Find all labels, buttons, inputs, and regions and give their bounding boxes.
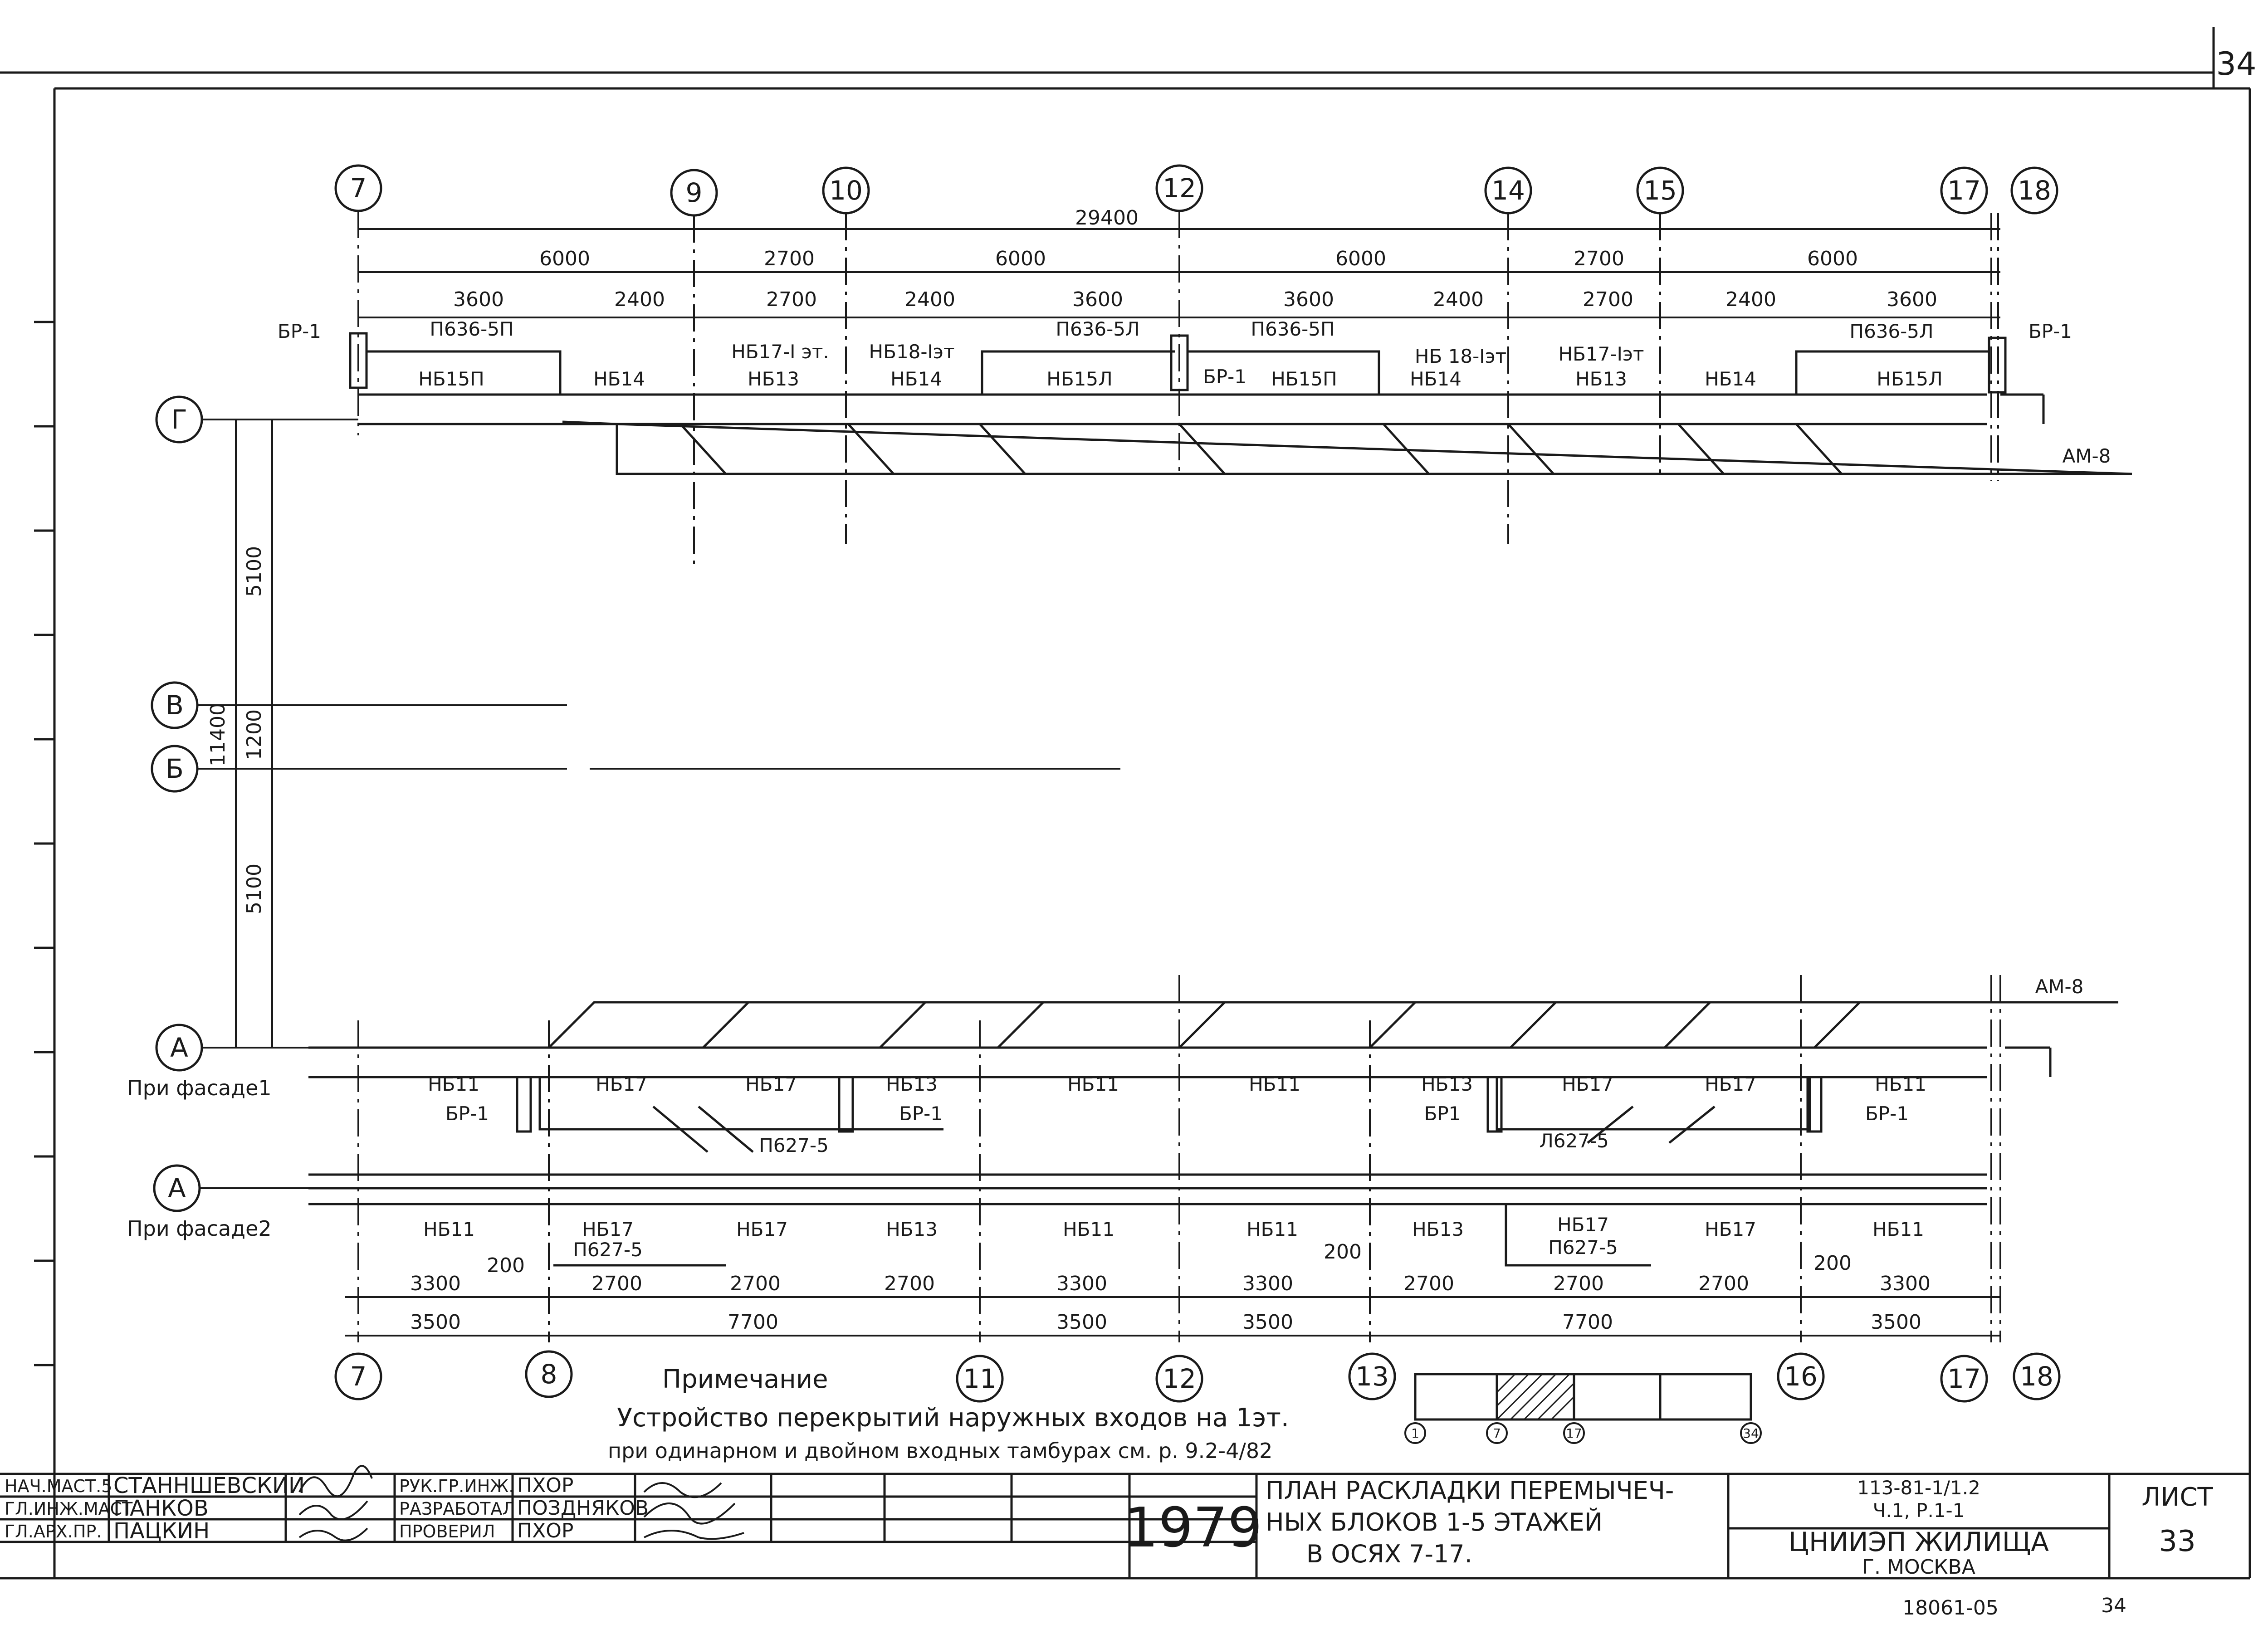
svg-text:БР-1: БР-1 [1202,366,1247,388]
svg-text:РУК.ГР.ИНЖ.: РУК.ГР.ИНЖ. [399,1476,514,1496]
svg-text:Г. МОСКВА: Г. МОСКВА [1862,1556,1975,1579]
svg-text:НБ15П: НБ15П [418,368,484,390]
svg-text:34: 34 [1743,1426,1759,1441]
note-line1: Устройство перекрытий наружных входов на 1эт. [617,1403,1289,1433]
svg-text:7: 7 [350,173,367,204]
svg-text:3500: 3500 [1871,1311,1921,1334]
svg-text:П627-5: П627-5 [1548,1236,1618,1258]
top-axis-bubbles [336,166,2057,215]
svg-text:НБ17: НБ17 [582,1218,634,1240]
svg-text:П627-5: П627-5 [573,1239,643,1261]
svg-text:НБ14: НБ14 [1410,368,1461,390]
svg-text:Ч.1, Р.1-1: Ч.1, Р.1-1 [1872,1499,1965,1522]
sheet-frame [0,27,2250,1578]
svg-text:2700: 2700 [1698,1272,1749,1295]
svg-text:БР-1: БР-1 [1865,1102,1909,1125]
svg-text:БР-1: БР-1 [445,1102,489,1125]
svg-text:НБ13: НБ13 [1421,1073,1473,1095]
svg-text:НБ14: НБ14 [1705,368,1756,390]
svg-text:НБ11: НБ11 [423,1218,475,1240]
bottom-axis-bubbles [336,1351,2059,1401]
svg-text:2700: 2700 [1574,247,1624,270]
svg-text:ЦНИИЭП ЖИЛИЩА: ЦНИИЭП ЖИЛИЩА [1789,1527,2049,1557]
svg-text:НБ11: НБ11 [1872,1218,1924,1240]
svg-text:НЫХ БЛОКОВ 1-5 ЭТАЖЕЙ: НЫХ БЛОКОВ 1-5 ЭТАЖЕЙ [1266,1508,1603,1536]
top-marker-am8: АМ-8 [2062,445,2111,467]
svg-text:12: 12 [1163,1363,1196,1394]
svg-text:8: 8 [540,1359,557,1390]
axis-g: Г [171,404,187,435]
svg-text:СТАННШЕВСКИЙ: СТАННШЕВСКИЙ [113,1473,305,1498]
svg-text:18061-05: 18061-05 [1902,1596,1999,1619]
svg-text:3600: 3600 [1283,288,1334,311]
bottom-plan [308,975,2118,1401]
svg-text:НБ14: НБ14 [890,368,942,390]
svg-text:5100: 5100 [243,863,266,914]
svg-text:2400: 2400 [904,288,955,311]
svg-text:17: 17 [1566,1426,1582,1441]
svg-text:НБ18-Iэт: НБ18-Iэт [869,341,955,363]
tb-year: 1979 [1124,1497,1262,1560]
svg-text:17: 17 [1947,1363,1981,1394]
top-plan [278,166,2132,567]
note-line2: при одинарном и двойном входных тамбурах см. р. 9.2-4/82 [608,1439,1273,1463]
svg-text:НБ11: НБ11 [1067,1073,1119,1095]
svg-text:БР-1: БР-1 [2028,320,2072,342]
top-labels-lower [418,368,1942,390]
svg-text:6000: 6000 [539,247,590,270]
svg-text:113-81-1/1.2: 113-81-1/1.2 [1857,1477,1980,1499]
top-wall [350,333,2132,474]
svg-text:2700: 2700 [766,288,817,311]
svg-text:3600: 3600 [1072,288,1123,311]
svg-text:П636-5Л: П636-5Л [1056,318,1140,340]
svg-text:П636-5П: П636-5П [430,318,514,340]
svg-text:2700: 2700 [591,1272,642,1295]
svg-text:НБ17: НБ17 [1705,1218,1756,1240]
svg-text:ПАНКОВ: ПАНКОВ [113,1496,209,1521]
svg-text:3600: 3600 [453,288,504,311]
axis-a2: А [168,1173,186,1204]
svg-text:ПАЦКИН: ПАЦКИН [113,1518,210,1544]
axis-b: Б [166,753,184,784]
svg-text:В ОСЯХ 7-17.: В ОСЯХ 7-17. [1306,1540,1472,1568]
svg-text:НАЧ.МАСТ.5: НАЧ.МАСТ.5 [5,1476,112,1496]
svg-text:НБ17: НБ17 [1562,1073,1613,1095]
svg-text:БР-1: БР-1 [899,1102,943,1125]
svg-text:6000: 6000 [995,247,1046,270]
svg-text:НБ11: НБ11 [428,1073,479,1095]
bottom-marker-am8: АМ-8 [2035,976,2084,998]
svg-text:7: 7 [350,1361,367,1392]
svg-text:3600: 3600 [1887,288,1937,311]
svg-text:НБ15Л: НБ15Л [1046,368,1113,390]
svg-text:2400: 2400 [614,288,665,311]
svg-text:15: 15 [1643,175,1677,206]
svg-text:11: 11 [963,1363,997,1394]
svg-text:НБ17: НБ17 [596,1073,647,1095]
svg-text:9: 9 [685,177,703,208]
svg-text:П627-5: П627-5 [759,1134,829,1156]
top-dims-row2 [453,288,1937,311]
svg-text:16: 16 [1784,1361,1818,1392]
svg-text:3300: 3300 [410,1272,461,1295]
svg-text:НБ17: НБ17 [1705,1073,1756,1095]
left-ticks [34,322,54,1365]
svg-text:НБ13: НБ13 [1575,368,1627,390]
svg-text:3300: 3300 [1242,1272,1293,1295]
svg-text:НБ11: НБ11 [1249,1073,1300,1095]
svg-text:3500: 3500 [1242,1311,1293,1334]
svg-text:РАЗРАБОТАЛ: РАЗРАБОТАЛ [399,1499,515,1519]
facade1-label: При фасаде1 [127,1076,272,1100]
bottom-dims-row2 [410,1311,1921,1334]
svg-text:6000: 6000 [1807,247,1858,270]
svg-text:Л627-5: Л627-5 [1539,1130,1609,1152]
svg-text:3300: 3300 [1056,1272,1107,1295]
svg-text:17: 17 [1947,175,1981,206]
bottom-row2-labels [423,1214,1924,1261]
svg-text:2700: 2700 [884,1272,935,1295]
svg-text:П636-5П: П636-5П [1251,318,1335,340]
svg-text:ГЛ.АРХ.ПР.: ГЛ.АРХ.ПР. [5,1522,102,1541]
svg-text:2700: 2700 [1583,288,1633,311]
svg-text:1: 1 [1411,1426,1419,1441]
svg-text:34: 34 [2101,1594,2126,1617]
left-axes [127,397,1120,1241]
svg-text:НБ17-Iэт: НБ17-Iэт [1558,343,1644,365]
svg-text:ПХОР: ПХОР [517,1474,574,1497]
top-overall-dim: 29400 [1075,206,1139,229]
svg-text:БР1: БР1 [1424,1102,1461,1125]
svg-text:ПОЗДНЯКОВ: ПОЗДНЯКОВ [517,1497,649,1520]
svg-text:13: 13 [1355,1361,1389,1392]
svg-text:7700: 7700 [728,1311,778,1334]
svg-text:2400: 2400 [1433,288,1484,311]
svg-text:НБ13: НБ13 [886,1073,938,1095]
svg-text:3500: 3500 [1056,1311,1107,1334]
facade2-label: При фасаде2 [127,1216,272,1241]
svg-text:НБ17: НБ17 [1557,1214,1609,1236]
svg-text:ГЛ.ИНЖ.МАСТ: ГЛ.ИНЖ.МАСТ [5,1499,133,1519]
svg-text:НБ15Л: НБ15Л [1877,368,1943,390]
svg-text:5100: 5100 [243,546,266,597]
svg-text:3500: 3500 [410,1311,461,1334]
svg-text:33: 33 [2159,1525,2196,1558]
svg-text:18: 18 [2020,1361,2053,1392]
svg-text:ПЛАН РАСКЛАДКИ ПЕРЕМЫЧЕЧ-: ПЛАН РАСКЛАДКИ ПЕРЕМЫЧЕЧ- [1266,1476,1674,1505]
svg-text:2700: 2700 [730,1272,781,1295]
svg-text:7700: 7700 [1562,1311,1613,1334]
axis-a1: А [170,1032,188,1063]
svg-text:НБ14: НБ14 [593,368,645,390]
svg-text:11400: 11400 [206,703,230,766]
svg-text:ПРОВЕРИЛ: ПРОВЕРИЛ [399,1522,495,1541]
svg-text:НБ11: НБ11 [1246,1218,1298,1240]
svg-text:200: 200 [1324,1240,1362,1263]
bottom-row1-labels [428,1073,1926,1156]
svg-text:7: 7 [1493,1426,1501,1441]
svg-text:2700: 2700 [764,247,815,270]
svg-text:НБ17-I эт.: НБ17-I эт. [731,341,829,363]
svg-text:НБ15П: НБ15П [1271,368,1337,390]
svg-text:НБ11: НБ11 [1875,1073,1926,1095]
svg-text:2400: 2400 [1725,288,1776,311]
svg-text:ЛИСТ: ЛИСТ [2141,1483,2213,1512]
svg-text:ПХОР: ПХОР [517,1519,574,1542]
key-plan [1405,1374,1761,1443]
svg-text:18: 18 [2018,175,2051,206]
svg-text:3300: 3300 [1880,1272,1931,1295]
svg-text:6000: 6000 [1335,247,1386,270]
title-block [0,1466,2250,1619]
svg-text:2700: 2700 [1553,1272,1604,1295]
svg-text:БР-1: БР-1 [277,320,322,342]
svg-text:П636-5Л: П636-5Л [1849,320,1934,342]
svg-text:200: 200 [487,1254,525,1277]
corner-sheet-number: 34 [2216,45,2257,83]
svg-text:14: 14 [1491,175,1525,206]
svg-text:НБ13: НБ13 [748,368,799,390]
svg-text:10: 10 [829,175,863,206]
note-title: Примечание [662,1365,828,1394]
svg-text:НБ17: НБ17 [736,1218,788,1240]
svg-text:200: 200 [1813,1252,1852,1275]
axis-v: В [166,690,184,721]
svg-text:НБ13: НБ13 [1412,1218,1464,1240]
svg-text:НБ11: НБ11 [1063,1218,1114,1240]
svg-text:2700: 2700 [1403,1272,1454,1295]
svg-text:НБ17: НБ17 [745,1073,797,1095]
svg-text:12: 12 [1163,173,1196,204]
top-labels-upper [278,318,2072,388]
svg-text:1200: 1200 [243,709,266,760]
svg-text:НБ 18-Iэт: НБ 18-Iэт [1414,345,1507,367]
svg-text:НБ13: НБ13 [886,1218,938,1240]
